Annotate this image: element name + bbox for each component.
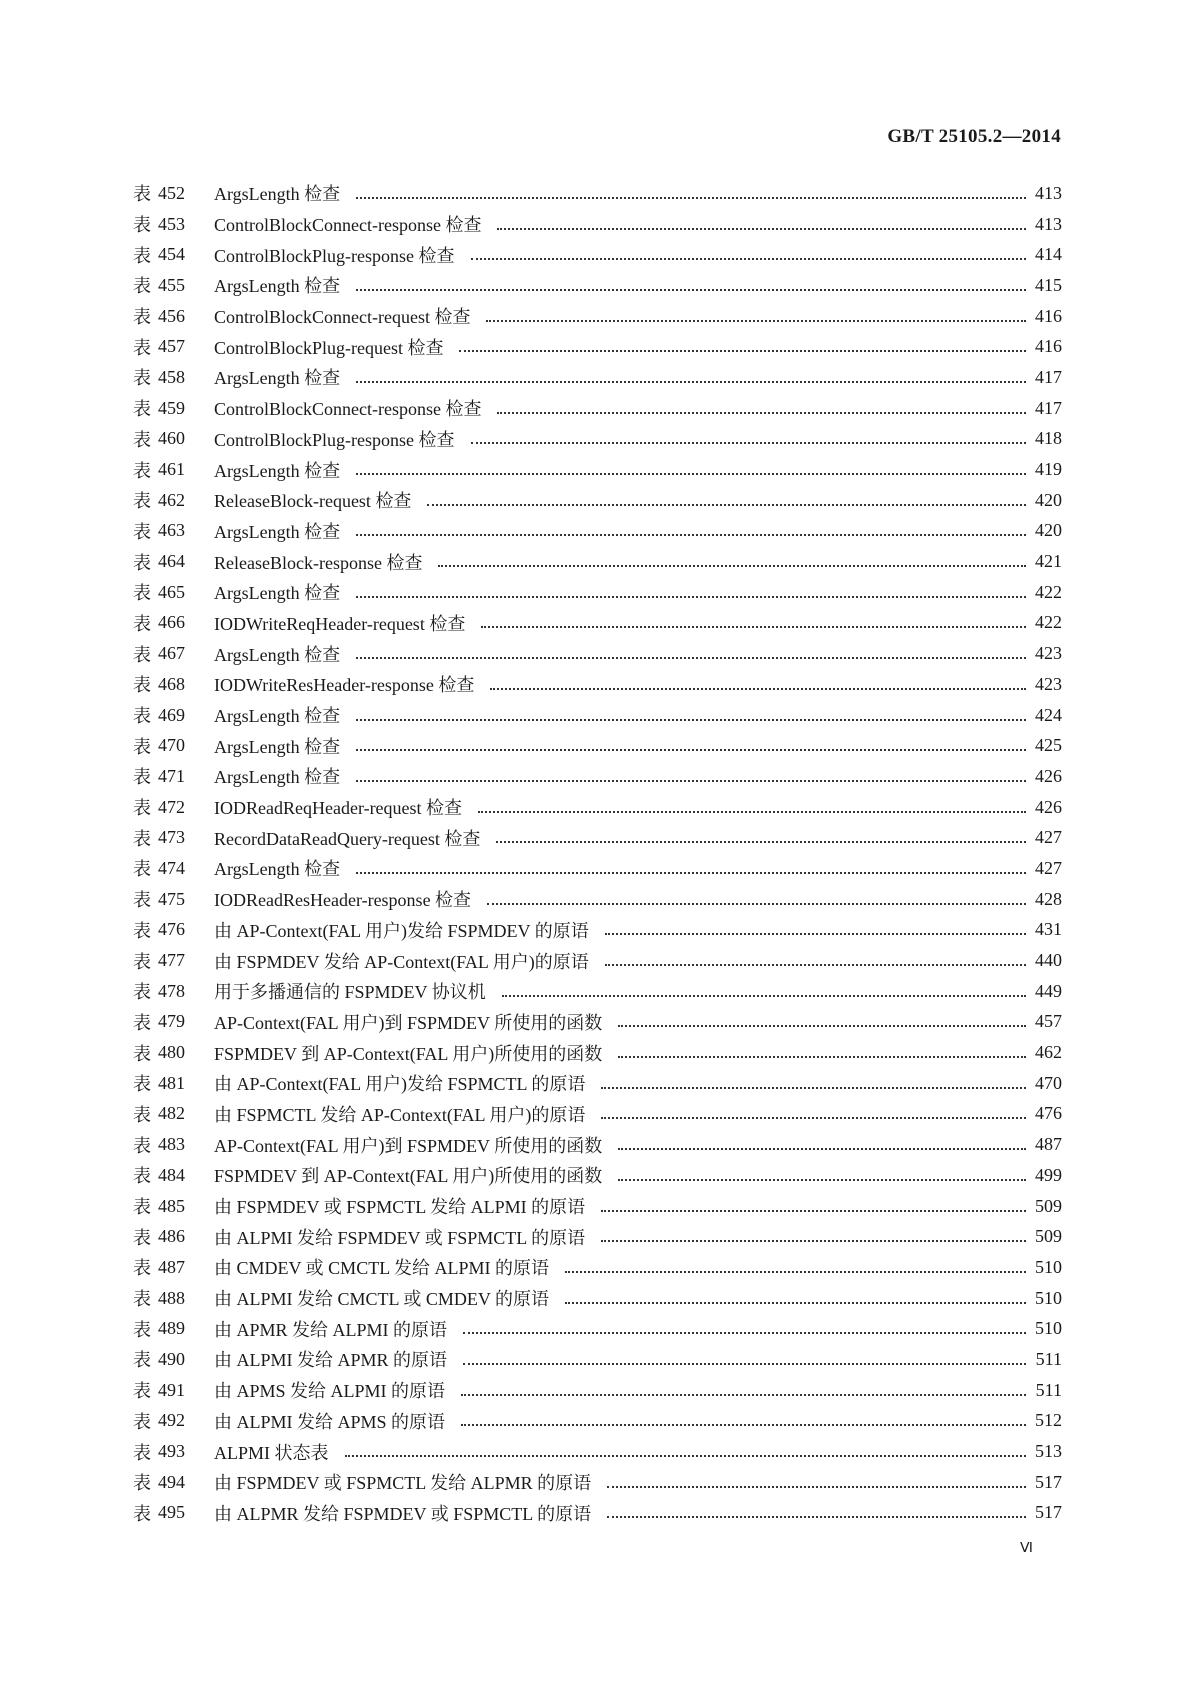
entry-prefix: 表 — [133, 675, 151, 697]
entry-page: 420 — [1035, 489, 1062, 510]
dot-leader — [459, 349, 1026, 352]
entry-number: 481 — [158, 1072, 185, 1093]
entry-number: 480 — [158, 1042, 185, 1063]
toc-entry[interactable] — [133, 362, 1062, 393]
dot-leader — [607, 1485, 1026, 1488]
entry-number: 477 — [158, 950, 185, 971]
entry-page: 417 — [1035, 366, 1062, 387]
entry-prefix: 表 — [133, 1503, 151, 1525]
toc-entry[interactable] — [133, 424, 1062, 455]
entry-prefix: 表 — [133, 1381, 151, 1403]
dot-leader — [490, 687, 1026, 690]
toc-entry[interactable] — [133, 884, 1062, 915]
entry-page: 512 — [1035, 1410, 1062, 1431]
entry-page: 422 — [1035, 581, 1062, 602]
entry-page: 422 — [1035, 612, 1062, 633]
dot-leader — [356, 871, 1026, 874]
entry-number: 483 — [158, 1134, 185, 1155]
dot-leader — [487, 902, 1026, 905]
toc-entry[interactable] — [133, 454, 1062, 485]
toc-entry[interactable] — [133, 301, 1062, 332]
entry-prefix: 表 — [133, 1043, 151, 1065]
entry-title: IODReadResHeader-response 检查 — [214, 890, 472, 911]
entry-prefix: 表 — [133, 184, 151, 206]
entry-number: 491 — [158, 1379, 185, 1400]
entry-title: 由 AP-Context(FAL 用户)发给 FSPMCTL 的原语 — [214, 1074, 586, 1095]
toc-entry[interactable] — [133, 546, 1062, 577]
entry-title: FSPMDEV 到 AP-Context(FAL 用户)所使用的函数 — [214, 1166, 603, 1187]
entry-page: 427 — [1035, 827, 1062, 848]
entry-title: 由 ALPMI 发给 APMR 的原语 — [214, 1350, 448, 1371]
dot-leader — [356, 196, 1026, 199]
toc-entry[interactable] — [133, 331, 1062, 362]
dot-leader — [565, 1270, 1026, 1273]
entry-prefix: 表 — [133, 1012, 151, 1034]
entry-number: 473 — [158, 827, 185, 848]
entry-page: 426 — [1035, 765, 1062, 786]
dot-leader — [463, 1362, 1026, 1365]
dot-leader — [605, 963, 1026, 966]
entry-page: 414 — [1035, 244, 1062, 265]
entry-page: 423 — [1035, 643, 1062, 664]
dot-leader — [461, 1393, 1026, 1396]
entry-page: 413 — [1035, 213, 1062, 234]
entry-prefix: 表 — [133, 1197, 151, 1219]
entry-title: ArgsLength 检查 — [214, 706, 341, 727]
entry-prefix: 表 — [133, 1135, 151, 1157]
entry-number: 452 — [158, 182, 185, 203]
entry-number: 488 — [158, 1287, 185, 1308]
entry-title: ArgsLength 检查 — [214, 644, 341, 665]
entry-title: 由 CMDEV 或 CMCTL 发给 ALPMI 的原语 — [214, 1258, 550, 1279]
entry-page: 418 — [1035, 428, 1062, 449]
entry-number: 462 — [158, 489, 185, 510]
dot-leader — [478, 810, 1026, 813]
toc-entry[interactable] — [133, 516, 1062, 547]
toc-entry[interactable] — [133, 1129, 1062, 1160]
entry-number: 490 — [158, 1348, 185, 1369]
toc-entry[interactable] — [133, 1068, 1062, 1099]
dot-leader — [356, 718, 1026, 721]
toc-entry[interactable] — [133, 1160, 1062, 1191]
table-list — [133, 178, 1062, 1528]
toc-entry[interactable] — [133, 792, 1062, 823]
dot-leader — [497, 411, 1026, 414]
entry-prefix: 表 — [133, 920, 151, 942]
toc-entry[interactable] — [133, 1283, 1062, 1314]
dot-leader — [356, 748, 1026, 751]
entry-number: 467 — [158, 643, 185, 664]
entry-prefix: 表 — [133, 337, 151, 359]
entry-prefix: 表 — [133, 1350, 151, 1372]
entry-page: 462 — [1035, 1042, 1062, 1063]
entry-title: ControlBlockPlug-request 检查 — [214, 337, 444, 358]
dot-leader — [356, 656, 1026, 659]
entry-prefix: 表 — [133, 1411, 151, 1433]
dot-leader — [605, 932, 1026, 935]
entry-title: ControlBlockConnect-response 检查 — [214, 399, 482, 420]
entry-number: 495 — [158, 1502, 185, 1523]
entry-number: 486 — [158, 1226, 185, 1247]
toc-entry[interactable] — [133, 209, 1062, 240]
entry-prefix: 表 — [133, 307, 151, 329]
entry-page: 431 — [1035, 919, 1062, 940]
entry-number: 492 — [158, 1410, 185, 1431]
dot-leader — [356, 595, 1026, 598]
entry-prefix: 表 — [133, 1442, 151, 1464]
entry-title: 由 ALPMR 发给 FSPMDEV 或 FSPMCTL 的原语 — [214, 1503, 592, 1524]
entry-page: 449 — [1035, 980, 1062, 1001]
entry-title: ArgsLength 检查 — [214, 736, 341, 757]
toc-entry[interactable] — [133, 1436, 1062, 1467]
entry-number: 461 — [158, 459, 185, 480]
entry-number: 489 — [158, 1318, 185, 1339]
dot-leader — [438, 564, 1026, 567]
entry-prefix: 表 — [133, 491, 151, 513]
entry-prefix: 表 — [133, 215, 151, 237]
entry-page: 457 — [1035, 1011, 1062, 1032]
entry-number: 470 — [158, 735, 185, 756]
entry-page: 420 — [1035, 520, 1062, 541]
entry-number: 466 — [158, 612, 185, 633]
entry-title: ArgsLength 检查 — [214, 583, 341, 604]
entry-number: 476 — [158, 919, 185, 940]
toc-entry[interactable] — [133, 1191, 1062, 1222]
entry-title: 由 ALPMI 发给 CMCTL 或 CMDEV 的原语 — [214, 1289, 550, 1310]
entry-page: 424 — [1035, 704, 1062, 725]
dot-leader — [345, 1454, 1026, 1457]
entry-prefix: 表 — [133, 644, 151, 666]
dot-leader — [496, 840, 1026, 843]
entry-page: 487 — [1035, 1134, 1062, 1155]
dot-leader — [356, 779, 1026, 782]
entry-page: 421 — [1035, 551, 1062, 572]
entry-prefix: 表 — [133, 736, 151, 758]
entry-prefix: 表 — [133, 368, 151, 390]
entry-number: 453 — [158, 213, 185, 234]
entry-prefix: 表 — [133, 1074, 151, 1096]
entry-title: 由 FSPMDEV 或 FSPMCTL 发给 ALPMI 的原语 — [214, 1197, 586, 1218]
entry-title: IODReadReqHeader-request 检查 — [214, 798, 463, 819]
entry-page: 413 — [1035, 182, 1062, 203]
toc-entry[interactable] — [133, 945, 1062, 976]
toc-entry[interactable] — [133, 1313, 1062, 1344]
entry-page: 511 — [1035, 1379, 1062, 1400]
entry-page: 470 — [1035, 1072, 1062, 1093]
entry-title: ArgsLength 检查 — [214, 767, 341, 788]
entry-title: ArgsLength 检查 — [214, 460, 341, 481]
toc-entry[interactable] — [133, 638, 1062, 669]
entry-prefix: 表 — [133, 706, 151, 728]
entry-page: 510 — [1035, 1256, 1062, 1277]
dot-leader — [601, 1209, 1026, 1212]
entry-prefix: 表 — [133, 859, 151, 881]
dot-leader — [471, 257, 1027, 260]
entry-page: 427 — [1035, 857, 1062, 878]
dot-leader — [356, 472, 1026, 475]
entry-number: 456 — [158, 305, 185, 326]
entry-page: 417 — [1035, 397, 1062, 418]
entry-prefix: 表 — [133, 1289, 151, 1311]
toc-entry[interactable] — [133, 700, 1062, 731]
entry-number: 475 — [158, 888, 185, 909]
entry-title: 由 FSPMDEV 发给 AP-Context(FAL 用户)的原语 — [214, 951, 589, 972]
dot-leader — [601, 1239, 1026, 1242]
entry-number: 494 — [158, 1471, 185, 1492]
entry-title: 由 APMR 发给 ALPMI 的原语 — [214, 1319, 448, 1340]
entry-number: 493 — [158, 1441, 185, 1462]
entry-page: 513 — [1035, 1441, 1062, 1462]
entry-page: 511 — [1035, 1348, 1062, 1369]
toc-entry[interactable] — [133, 1498, 1062, 1529]
toc-entry[interactable] — [133, 1344, 1062, 1375]
entry-prefix: 表 — [133, 613, 151, 635]
dot-leader — [618, 1147, 1026, 1150]
entry-number: 468 — [158, 673, 185, 694]
entry-page: 419 — [1035, 459, 1062, 480]
entry-prefix: 表 — [133, 1258, 151, 1280]
entry-page: 510 — [1035, 1287, 1062, 1308]
entry-number: 482 — [158, 1103, 185, 1124]
toc-entry[interactable] — [133, 730, 1062, 761]
entry-prefix: 表 — [133, 1166, 151, 1188]
entry-number: 487 — [158, 1256, 185, 1277]
entry-prefix: 表 — [133, 245, 151, 267]
dot-leader — [461, 1423, 1026, 1426]
entry-number: 472 — [158, 796, 185, 817]
entry-page: 426 — [1035, 796, 1062, 817]
toc-entry[interactable] — [133, 1037, 1062, 1068]
entry-title: 由 FSPMCTL 发给 AP-Context(FAL 用户)的原语 — [214, 1104, 586, 1125]
toc-entry[interactable] — [133, 976, 1062, 1007]
entry-number: 464 — [158, 551, 185, 572]
entry-prefix: 表 — [133, 951, 151, 973]
entry-number: 471 — [158, 765, 185, 786]
entry-prefix: 表 — [133, 583, 151, 605]
entry-prefix: 表 — [133, 429, 151, 451]
toc-entry[interactable] — [133, 239, 1062, 270]
entry-number: 457 — [158, 336, 185, 357]
entry-number: 455 — [158, 274, 185, 295]
entry-title: FSPMDEV 到 AP-Context(FAL 用户)所使用的函数 — [214, 1043, 603, 1064]
toc-entry[interactable] — [133, 761, 1062, 792]
toc-entry[interactable] — [133, 915, 1062, 946]
toc-entry[interactable] — [133, 1221, 1062, 1252]
entry-number: 474 — [158, 857, 185, 878]
entry-title: ControlBlockPlug-response 检查 — [214, 429, 455, 450]
entry-page: 476 — [1035, 1103, 1062, 1124]
entry-title: AP-Context(FAL 用户)到 FSPMDEV 所使用的函数 — [214, 1135, 603, 1156]
entry-title: 由 ALPMI 发给 APMS 的原语 — [214, 1411, 446, 1432]
entry-prefix: 表 — [133, 521, 151, 543]
dot-leader — [618, 1055, 1026, 1058]
entry-page: 416 — [1035, 305, 1062, 326]
entry-page: 517 — [1035, 1502, 1062, 1523]
entry-number: 463 — [158, 520, 185, 541]
entry-prefix: 表 — [133, 399, 151, 421]
entry-page: 415 — [1035, 274, 1062, 295]
entry-number: 478 — [158, 980, 185, 1001]
entry-title: ArgsLength 检查 — [214, 859, 341, 880]
page-folio: Ⅵ — [1020, 1541, 1033, 1556]
entry-title: 用于多播通信的 FSPMDEV 协议机 — [214, 982, 486, 1003]
entry-prefix: 表 — [133, 276, 151, 298]
entry-prefix: 表 — [133, 1319, 151, 1341]
entry-prefix: 表 — [133, 460, 151, 482]
dot-leader — [601, 1116, 1026, 1119]
entry-prefix: 表 — [133, 798, 151, 820]
dot-leader — [601, 1086, 1026, 1089]
toc-entry[interactable] — [133, 608, 1062, 639]
dot-leader — [618, 1024, 1026, 1027]
entry-title: 由 APMS 发给 ALPMI 的原语 — [214, 1381, 446, 1402]
entry-page: 517 — [1035, 1471, 1062, 1492]
entry-prefix: 表 — [133, 552, 151, 574]
entry-number: 454 — [158, 244, 185, 265]
toc-entry[interactable] — [133, 1252, 1062, 1283]
dot-leader — [607, 1515, 1026, 1518]
entry-title: ArgsLength 检查 — [214, 184, 341, 205]
dot-leader — [356, 288, 1026, 291]
toc-entry[interactable] — [133, 853, 1062, 884]
entry-title: ALPMI 状态表 — [214, 1442, 329, 1463]
entry-page: 509 — [1035, 1226, 1062, 1247]
entry-title: ReleaseBlock-response 检查 — [214, 552, 423, 573]
entry-number: 459 — [158, 397, 185, 418]
entry-title: ControlBlockConnect-request 检查 — [214, 307, 471, 328]
entry-page: 416 — [1035, 336, 1062, 357]
entry-prefix: 表 — [133, 1227, 151, 1249]
toc-entry[interactable] — [133, 1099, 1062, 1130]
entry-page: 440 — [1035, 950, 1062, 971]
toc-entry[interactable] — [133, 178, 1062, 209]
dot-leader — [502, 994, 1026, 997]
dot-leader — [618, 1178, 1026, 1181]
entry-page: 425 — [1035, 735, 1062, 756]
dot-leader — [497, 227, 1026, 230]
entry-number: 458 — [158, 366, 185, 387]
entry-title: 由 AP-Context(FAL 用户)发给 FSPMDEV 的原语 — [214, 920, 589, 941]
entry-number: 469 — [158, 704, 185, 725]
toc-entry[interactable] — [133, 393, 1062, 424]
entry-title: 由 ALPMI 发给 FSPMDEV 或 FSPMCTL 的原语 — [214, 1227, 586, 1248]
entry-prefix: 表 — [133, 1104, 151, 1126]
dot-leader — [486, 319, 1026, 322]
toc-entry[interactable] — [133, 1467, 1062, 1498]
entry-title: ArgsLength 检查 — [214, 276, 341, 297]
dot-leader — [427, 503, 1026, 506]
entry-title: ArgsLength 检查 — [214, 368, 341, 389]
toc-entry[interactable] — [133, 1375, 1062, 1406]
toc-entry[interactable] — [133, 577, 1062, 608]
entry-page: 428 — [1035, 888, 1062, 909]
entry-title: IODWriteResHeader-response 检查 — [214, 675, 475, 696]
dot-leader — [471, 441, 1027, 444]
dot-leader — [481, 625, 1026, 628]
toc-entry[interactable] — [133, 1007, 1062, 1038]
entry-title: ArgsLength 检查 — [214, 521, 341, 542]
toc-entry[interactable] — [133, 669, 1062, 700]
entry-prefix: 表 — [133, 1473, 151, 1495]
entry-title: 由 FSPMDEV 或 FSPMCTL 发给 ALPMR 的原语 — [214, 1473, 592, 1494]
entry-page: 423 — [1035, 673, 1062, 694]
dot-leader — [565, 1301, 1026, 1304]
entry-number: 465 — [158, 581, 185, 602]
entry-number: 460 — [158, 428, 185, 449]
dot-leader — [356, 533, 1026, 536]
entry-page: 509 — [1035, 1195, 1062, 1216]
entry-prefix: 表 — [133, 767, 151, 789]
toc-entry[interactable] — [133, 270, 1062, 301]
entry-title: RecordDataReadQuery-request 检查 — [214, 828, 481, 849]
entry-number: 485 — [158, 1195, 185, 1216]
entry-page: 510 — [1035, 1318, 1062, 1339]
toc-entry[interactable] — [133, 1406, 1062, 1437]
entry-prefix: 表 — [133, 982, 151, 1004]
entry-prefix: 表 — [133, 890, 151, 912]
entry-number: 484 — [158, 1164, 185, 1185]
entry-title: ControlBlockPlug-response 检查 — [214, 245, 455, 266]
entry-title: ReleaseBlock-request 检查 — [214, 491, 412, 512]
entry-prefix: 表 — [133, 828, 151, 850]
toc-entry[interactable] — [133, 485, 1062, 516]
dot-leader — [463, 1331, 1026, 1334]
standard-code: GB/T 25105.2—2014 — [887, 126, 1061, 147]
entry-number: 479 — [158, 1011, 185, 1032]
entry-page: 499 — [1035, 1164, 1062, 1185]
entry-title: IODWriteReqHeader-request 检查 — [214, 613, 466, 634]
toc-entry[interactable] — [133, 822, 1062, 853]
dot-leader — [356, 380, 1026, 383]
entry-title: ControlBlockConnect-response 检查 — [214, 215, 482, 236]
entry-title: AP-Context(FAL 用户)到 FSPMDEV 所使用的函数 — [214, 1012, 603, 1033]
